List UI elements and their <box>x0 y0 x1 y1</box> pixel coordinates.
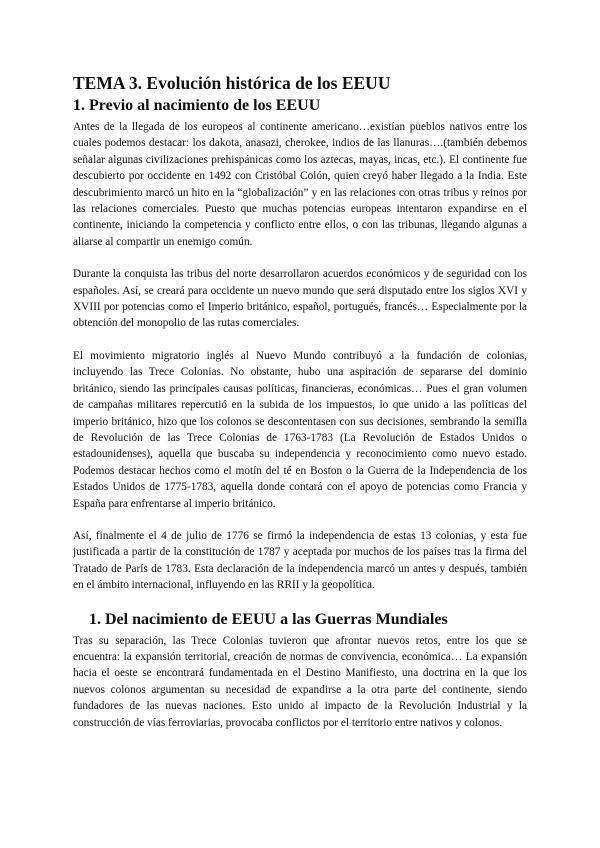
section-heading-previo: 1. Previo al nacimiento de los EEUU <box>73 97 321 114</box>
document-page <box>73 72 527 731</box>
paragraph: Durante la conquista las tribus del norte desarrollaron acuerdos económicos y de seguridad con los españoles. Así, se creará para occidente un nuevo mundo que será disputado entre los siglos XVI y XVIII por potencias como el Imperio británico, español, portugués, francés… Especialmente por la obtención del monopolio de las rutas comerciales. <box>73 268 527 330</box>
document-title: TEMA 3. Evolución histórica de los EEUU <box>73 73 391 93</box>
paragraph: Antes de la llegada de los europeos al continente americano…existían pueblos nativos entre los cuales podemos destacar: los dakota, anasazi, cherokee, indios de las llanuras….(también debemos señalar algunas civilizaciones prehispánicas como los aztecas, mayas, incas, etc.). El continente fue descubierto por occidente en 1492 con Cristóbal Colón, quien creyó haber llegado a la India. Este descubrimiento marcó un hito en la “globalización” y en las relaciones con otras tribus y reinos por las relaciones comerciales. Puesto que muchas potencias europeas intentaron expandirse en el continente, iniciando la competencia y conflicto entre ellos, o con las tribunas, llegando algunas a aliarse al compartir un enemigo común. <box>73 121 527 248</box>
paragraph: Tras su separación, las Trece Colonias tuvieron que afrontar nuevos retos, entre los que se encuentra: la expansión territorial, creación de normas de convivencia, económica… La expansión hacia el oeste se encontrará fundamentada en el Destino Manifiesto, una doctrina en la que los nuevos colonos argumentan su necesidad de expandirse a la otra parte del continente, siendo fundadores de las nuevas naciones. Esto unido al impacto de la Revolución Industrial y la construcción de vías ferroviarias, provocaba conflictos por el territorio entre nativos y colonos. <box>73 634 527 729</box>
paragraph: El movimiento migratorio inglés al Nuevo Mundo contribuyó a la fundación de colonias, incluyendo las Trece Colonias. No obstante, hubo una aspiración de separarse del dominio británico, siendo las principales causas políticas, financieras, económicas… Pues el gran volumen de campañas militares repercutió en la subida de los impuestos, lo que unido a las políticas del imperio británico, hizo que los colonos se descontentasen con sus decisiones, sembrando la semilla de Revolución de las Trece Colonias de 1763-1783 (La Revolución de Estados Unidos o estadounidenses), aquella que buscaba su independencia y reconocimiento como nuevo estado. Podemos destacar hechos como el motín del té en Boston o la Guerra de la Independencia de los Estados Unidos de 1775-1783, aquella donde contará con el apoyo de potencias como Francia y España para enfrentarse al imperio británico. <box>73 349 527 510</box>
paragraph: Así, finalmente el 4 de julio de 1776 se firmó la independencia de estas 13 colonias, y esta fue justificada a partir de la constitución de 1787 y aceptada por muchos de los países tras la firma del Tratado de París de 1783. Esta declaración de la independencia marcó un antes y después, también en el ámbito internacional, influyendo en las RRII y la geopolítica. <box>73 529 527 592</box>
section-heading-nacimiento: 1. Del nacimiento de EEUU a las Guerras Mundiales <box>89 610 448 628</box>
